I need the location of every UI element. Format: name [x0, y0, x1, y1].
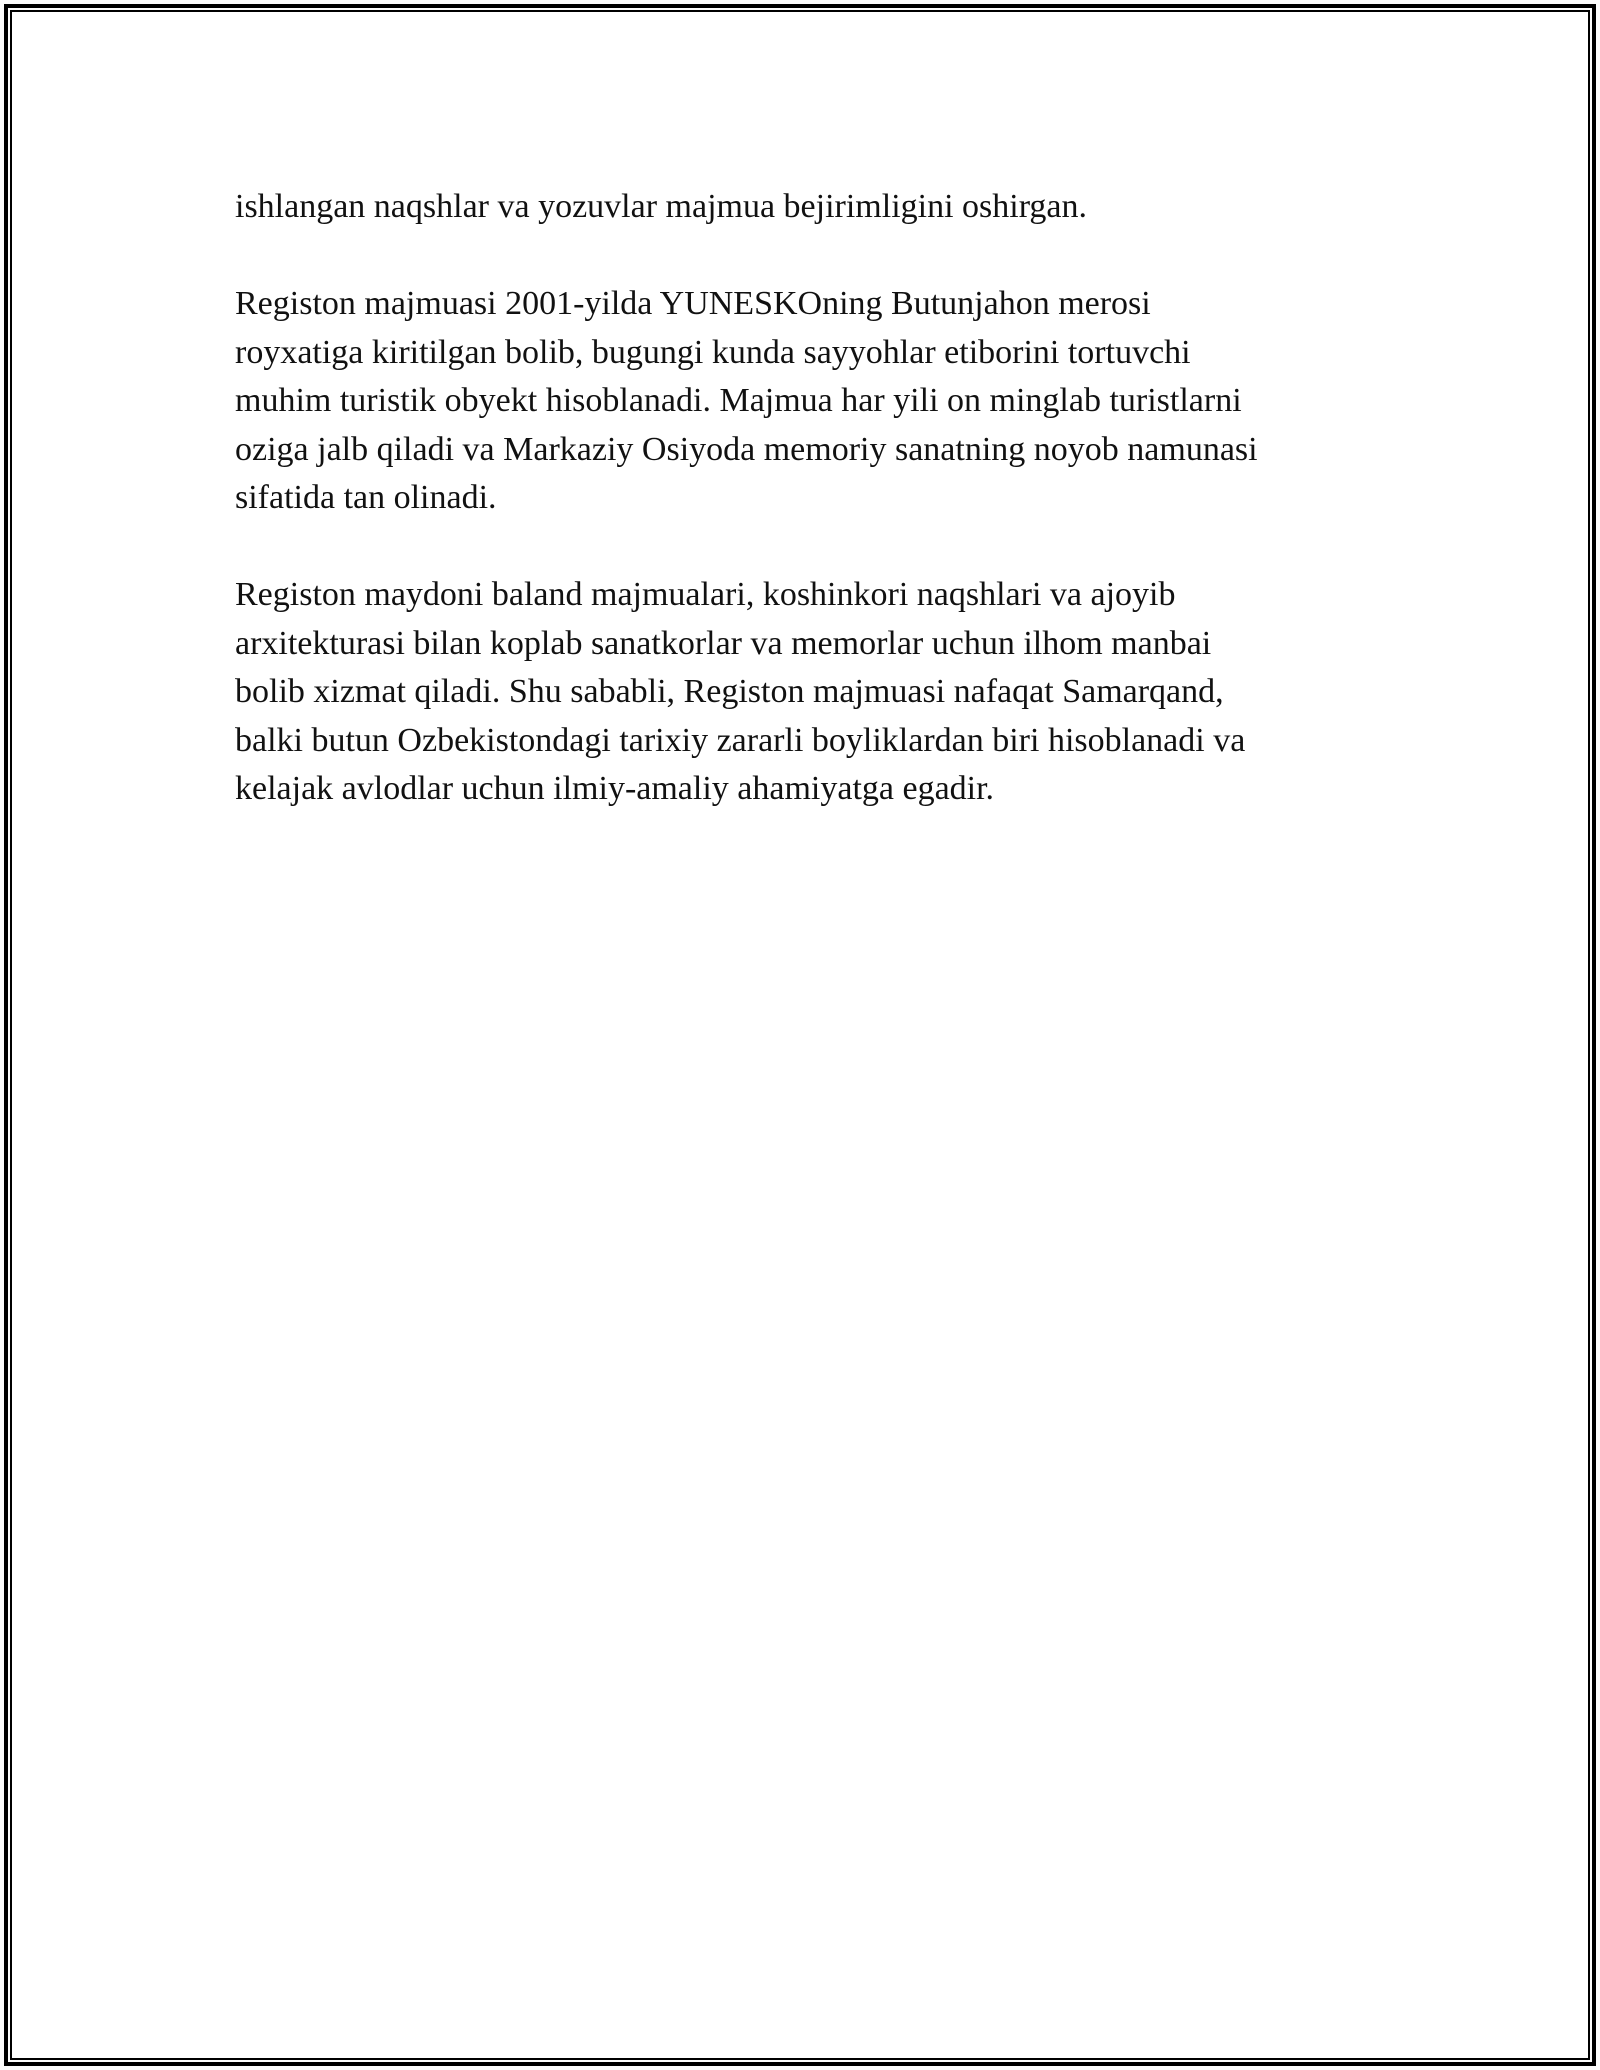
text-line: royxatiga kiritilgan bolib, bugungi kunda sayyohlar etiborini tortuvchi [235, 333, 1191, 371]
paragraph-continuation [235, 183, 1365, 232]
text-line: balki butun Ozbekistondagi tarixiy zararli boyliklardan biri hisoblanadi va [235, 721, 1246, 759]
text-line: arxitekturasi bilan koplab sanatkorlar va memorlar uchun ilhom manbai [235, 624, 1212, 662]
text-line: muhim turistik obyekt hisoblanadi. Majmua har yili on minglab turistlarni [235, 382, 1242, 419]
text-line: kelajak avlodlar uchun ilmiy-amaliy ahamiyatga egadir. [235, 770, 995, 807]
text-line: Registon maydoni baland majmualari, koshinkori naqshlari va ajoyib [235, 576, 1176, 613]
text-line: ishlangan naqshlar va yozuvlar majmua bejirimligini oshirgan. [235, 188, 1088, 225]
text-line: Registon majmuasi 2001-yilda YUNESKOning Butunjahon merosi [235, 285, 1151, 322]
text-line: bolib xizmat qiladi. Shu sababli, Registon majmuasi nafaqat Samarqand, [235, 673, 1224, 710]
text-line: oziga jalb qiladi va Markaziy Osiyoda memoriy sanatning noyob namunasi [235, 430, 1258, 468]
document-body [235, 183, 1365, 862]
paragraph-unesco-heritage [235, 280, 1365, 523]
paragraph-registon-inspiration [235, 571, 1365, 814]
text-line: sifatida tan olinadi. [235, 479, 497, 516]
